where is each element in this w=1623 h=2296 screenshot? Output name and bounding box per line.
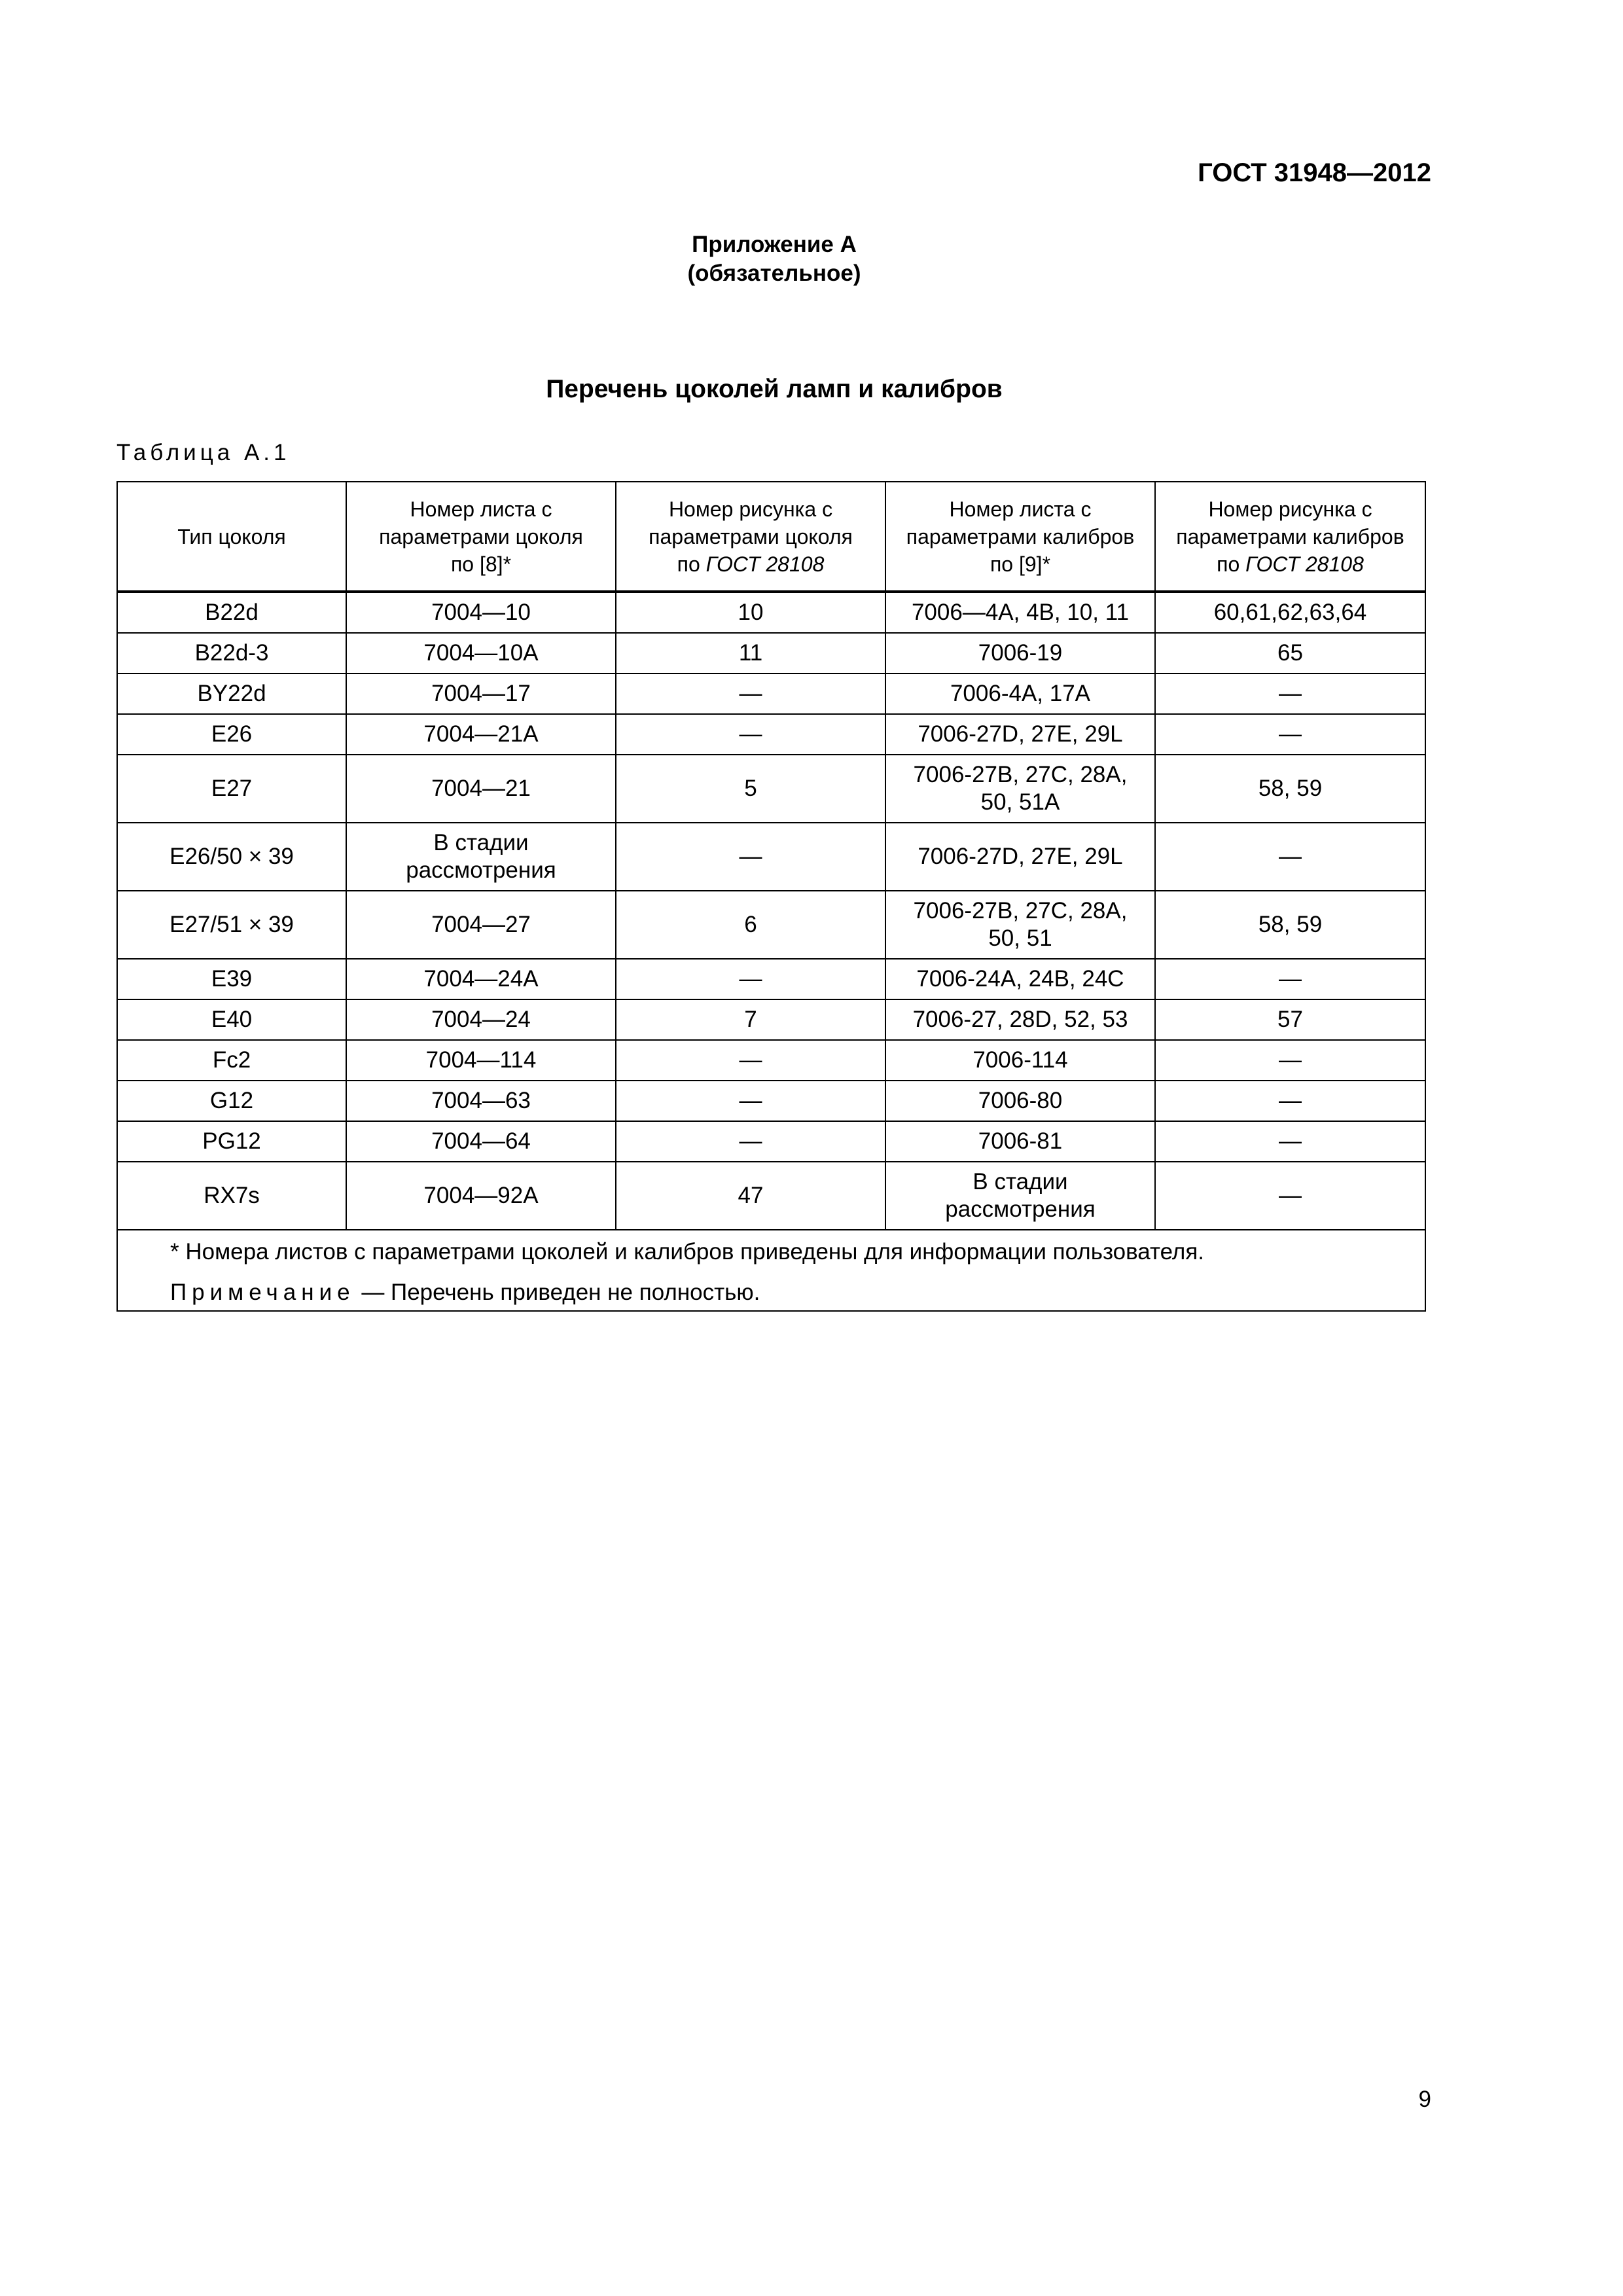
- cell-gauge: В стадии рассмотрения: [885, 1162, 1155, 1230]
- appendix-title: Приложение А: [692, 232, 857, 257]
- cell-sheet: 7004—10A: [346, 633, 616, 673]
- header-gauge-sheet: Номер листа с параметрами калибров по [9]*: [885, 482, 1155, 592]
- note: [170, 1280, 760, 1305]
- header-base-sheet: Номер листа с параметрами цоколя по [8]*: [346, 482, 616, 592]
- cell-sheet: 7004—24A: [346, 959, 616, 999]
- cell-gauge: 7006-81: [885, 1121, 1155, 1162]
- cell-fig: 7: [616, 999, 885, 1040]
- doc-code: ГОСТ 31948—2012: [1198, 158, 1431, 187]
- cell-fig: —: [616, 714, 885, 755]
- cell-gauge-fig: 60,61,62,63,64: [1155, 592, 1425, 633]
- table-row: [117, 714, 1425, 755]
- cell-gauge: 7006—4A, 4B, 10, 11: [885, 592, 1155, 633]
- cell-sheet: 7004—21A: [346, 714, 616, 755]
- cell-gauge-fig: —: [1155, 714, 1425, 755]
- note-label: Примечание: [170, 1280, 355, 1305]
- cell-gauge: 7006-27, 28D, 52, 53: [885, 999, 1155, 1040]
- cell-gauge-fig: —: [1155, 959, 1425, 999]
- cell-fig: 47: [616, 1162, 885, 1230]
- cell-gauge: 7006-27D, 27E, 29L: [885, 714, 1155, 755]
- cell-fig: —: [616, 673, 885, 714]
- cell-gauge: 7006-24A, 24B, 24C: [885, 959, 1155, 999]
- table-row: [117, 823, 1425, 891]
- cell-sheet: 7004—114: [346, 1040, 616, 1081]
- cell-gauge-fig: —: [1155, 1121, 1425, 1162]
- table-row: [117, 1081, 1425, 1121]
- header-base-figure: Номер рисунка с параметрами цоколя по ГОСТ 28108: [616, 482, 885, 592]
- table-row: [117, 1162, 1425, 1230]
- table-row: [117, 959, 1425, 999]
- appendix-status: (обязательное): [687, 260, 861, 286]
- cell-type: E26: [117, 714, 346, 755]
- cell-gauge: 7006-80: [885, 1081, 1155, 1121]
- cell-fig: —: [616, 1040, 885, 1081]
- cell-type: PG12: [117, 1121, 346, 1162]
- table-row: [117, 1040, 1425, 1081]
- cell-fig: —: [616, 823, 885, 891]
- page-number: 9: [1418, 2087, 1431, 2112]
- cell-gauge-fig: 57: [1155, 999, 1425, 1040]
- cell-sheet: 7004—21: [346, 755, 616, 823]
- note-text: — Перечень приведен не полностью.: [355, 1280, 760, 1305]
- cell-gauge-fig: —: [1155, 1040, 1425, 1081]
- cell-sheet: 7004—27: [346, 891, 616, 959]
- cell-fig: —: [616, 1121, 885, 1162]
- cell-type: RX7s: [117, 1162, 346, 1230]
- table-row: [117, 999, 1425, 1040]
- cell-type: G12: [117, 1081, 346, 1121]
- cell-type: B22d-3: [117, 633, 346, 673]
- cell-gauge: 7006-114: [885, 1040, 1155, 1081]
- cell-gauge-fig: —: [1155, 1081, 1425, 1121]
- cell-gauge-fig: —: [1155, 1162, 1425, 1230]
- cell-fig: 6: [616, 891, 885, 959]
- cell-type: Fc2: [117, 1040, 346, 1081]
- table-notes: [117, 1230, 1425, 1311]
- cell-sheet: В стадии рассмотрения: [346, 823, 616, 891]
- cell-type: E27: [117, 755, 346, 823]
- cell-gauge: 7006-27B, 27C, 28A, 50, 51A: [885, 755, 1155, 823]
- table-label: Таблица А.1: [116, 440, 291, 465]
- cell-gauge-fig: 58, 59: [1155, 755, 1425, 823]
- cell-fig: —: [616, 959, 885, 999]
- table-row: [117, 1121, 1425, 1162]
- cell-fig: 10: [616, 592, 885, 633]
- cell-type: E39: [117, 959, 346, 999]
- table-notes-row: [117, 1230, 1425, 1311]
- table-header-row: [117, 482, 1425, 592]
- bases-table: [116, 481, 1426, 1312]
- cell-gauge-fig: —: [1155, 673, 1425, 714]
- cell-sheet: 7004—63: [346, 1081, 616, 1121]
- cell-gauge: 7006-4A, 17A: [885, 673, 1155, 714]
- cell-fig: 11: [616, 633, 885, 673]
- cell-gauge-fig: 58, 59: [1155, 891, 1425, 959]
- cell-sheet: 7004—92A: [346, 1162, 616, 1230]
- table-row: [117, 592, 1425, 633]
- table-row: [117, 755, 1425, 823]
- cell-gauge: 7006-19: [885, 633, 1155, 673]
- header-base-type: Тип цоколя: [117, 482, 346, 592]
- footnote: * Номера листов с параметрами цоколей и калибров приведены для информации пользователя.: [170, 1239, 1205, 1265]
- cell-type: E26/50 × 39: [117, 823, 346, 891]
- cell-sheet: 7004—64: [346, 1121, 616, 1162]
- cell-sheet: 7004—24: [346, 999, 616, 1040]
- cell-type: BY22d: [117, 673, 346, 714]
- appendix-heading: [0, 230, 1548, 288]
- cell-type: B22d: [117, 592, 346, 633]
- table-row: [117, 891, 1425, 959]
- cell-gauge: 7006-27D, 27E, 29L: [885, 823, 1155, 891]
- cell-fig: —: [616, 1081, 885, 1121]
- cell-gauge-fig: —: [1155, 823, 1425, 891]
- cell-sheet: 7004—10: [346, 592, 616, 633]
- page-title: Перечень цоколей ламп и калибров: [546, 375, 1003, 403]
- cell-gauge-fig: 65: [1155, 633, 1425, 673]
- cell-type: E27/51 × 39: [117, 891, 346, 959]
- table-row: [117, 673, 1425, 714]
- cell-sheet: 7004—17: [346, 673, 616, 714]
- header-gauge-figure: Номер рисунка с параметрами калибров по ГОСТ 28108: [1155, 482, 1425, 592]
- cell-type: E40: [117, 999, 346, 1040]
- cell-fig: 5: [616, 755, 885, 823]
- cell-gauge: 7006-27B, 27C, 28A, 50, 51: [885, 891, 1155, 959]
- table-row: [117, 633, 1425, 673]
